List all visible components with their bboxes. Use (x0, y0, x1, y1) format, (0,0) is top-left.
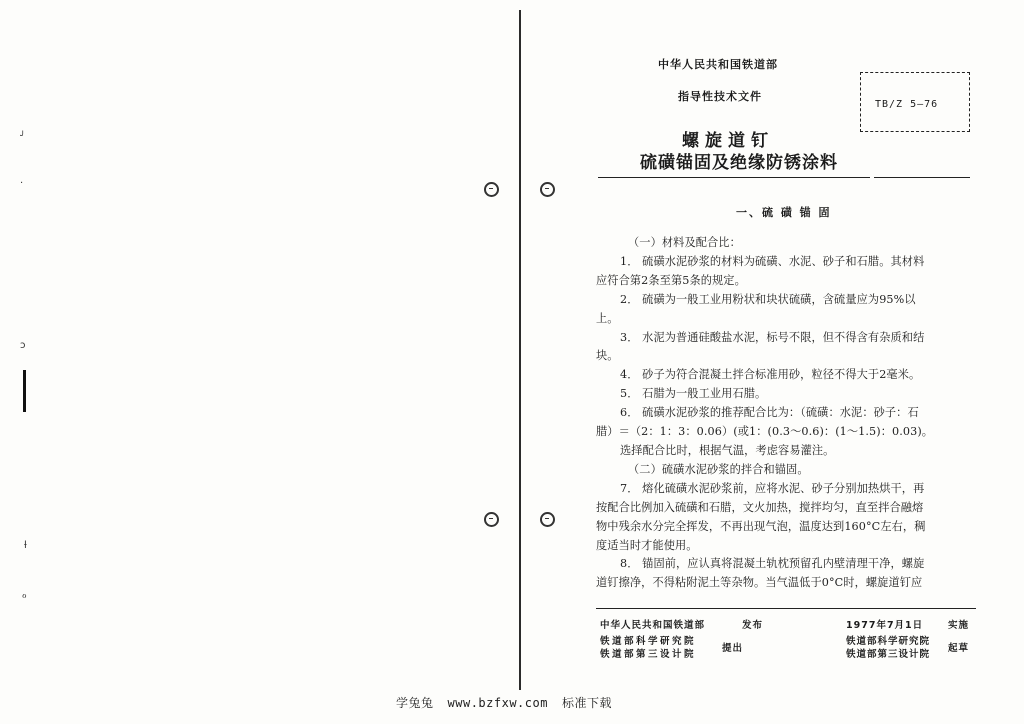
footer-publish-label: 发布 (742, 620, 764, 631)
ministry-header: 中华人民共和国铁道部 (658, 58, 778, 71)
title-divider (874, 177, 970, 178)
watermark-tagline: 标准下载 (561, 696, 612, 710)
doc-type-header: 指导性技术文件 (678, 90, 762, 103)
body-line: 2． 硫磺为一般工业用粉状和块状硫磺，含硫量应为95%以 (620, 292, 916, 306)
body-line: （一）材料及配合比： (628, 236, 741, 249)
watermark-banner (396, 694, 612, 711)
body-line: （二）硫磺水泥砂浆的拌合和锚固。 (628, 462, 809, 476)
body-line: 按配合比例加入硫磺和石腊，文火加热，搅拌均匀，直至拌合融熔 (596, 500, 924, 514)
body-line: 应符合第2条至第5条的规定。 (596, 273, 746, 287)
scan-speck: · (20, 178, 24, 189)
footer-date: 1977年7月1日 (846, 620, 924, 631)
body-line: 4． 砂子为符合混凝土拌合标准用砂，粒径不得大于2毫米。 (620, 368, 921, 382)
watermark-site-name: 学兔兔 (396, 696, 434, 710)
punch-hole-icon (540, 182, 555, 197)
footer-proposer: 铁道部第三设计院 (600, 649, 697, 660)
scan-speck: ɔ (20, 340, 26, 351)
footer-propose-label: 提出 (722, 643, 744, 654)
standard-code-box (860, 72, 970, 132)
document-body (596, 234, 972, 593)
page-fold-line (519, 10, 521, 690)
body-line: 7． 熔化硫磺水泥砂浆前，应将水泥、砂子分别加热烘干，再 (620, 481, 925, 495)
body-line: 道钉擦净，不得粘附泥土等杂物。当气温低于0°C时，螺旋道钉应 (596, 576, 923, 590)
scan-speck: ℴ (22, 590, 27, 601)
body-line: 1． 硫磺水泥砂浆的材料为硫磺、水泥、砂子和石腊。其材料 (620, 254, 925, 268)
scan-speck: ᴊ (20, 128, 24, 139)
body-line: 度适当时才能使用。 (596, 538, 698, 552)
body-line: 3． 水泥为普通硅酸盐水泥，标号不限，但不得含有杂质和结 (620, 330, 925, 344)
footer-divider (596, 608, 976, 609)
document-title-line1: 螺旋道钉 (682, 131, 774, 151)
body-line: 8． 锚固前，应认真将混凝土轨枕预留孔内壁清理干净，螺旋 (620, 557, 925, 571)
footer-publisher: 中华人民共和国铁道部 (600, 620, 706, 631)
footer-drafter: 铁道部科学研究院 (846, 636, 931, 647)
footer-drafter: 铁道部第三设计院 (846, 649, 931, 660)
standard-code: TB/Z 5—76 (875, 99, 939, 110)
footer-implement-label: 实施 (948, 620, 970, 631)
body-line: 5． 石腊为一般工业用石腊。 (620, 387, 767, 401)
punch-hole-icon (484, 512, 499, 527)
footer-proposer: 铁道部科学研究院 (600, 636, 697, 647)
document-title-line2: 硫磺锚固及绝缘防锈涂料 (640, 153, 838, 173)
scan-speck: ƚ (24, 540, 27, 551)
footer-draft-label: 起草 (948, 643, 970, 654)
scan-edge-mark (23, 370, 26, 412)
body-line: 选择配合比时，根据气温，考虑容易灌注。 (620, 443, 835, 457)
punch-hole-icon (484, 182, 499, 197)
body-line: 上。 (596, 311, 619, 325)
body-line: 物中残余水分完全挥发，不再出现气泡，温度达到160°C左右，稠 (596, 519, 926, 533)
section-heading: 一、硫 磺 锚 固 (736, 206, 832, 219)
watermark-url[interactable]: www.bzfxw.com (447, 696, 548, 710)
title-divider (598, 177, 870, 178)
body-line: 腊）＝（2：1：3：0.06）(或1：(0.3～0.6)：(1～1.5)：0.03)。 (596, 425, 934, 439)
punch-hole-icon (540, 512, 555, 527)
body-line: 6． 硫磺水泥砂浆的推荐配合比为：（硫磺：水泥：砂子：石 (620, 406, 919, 420)
body-line: 块。 (596, 349, 619, 363)
